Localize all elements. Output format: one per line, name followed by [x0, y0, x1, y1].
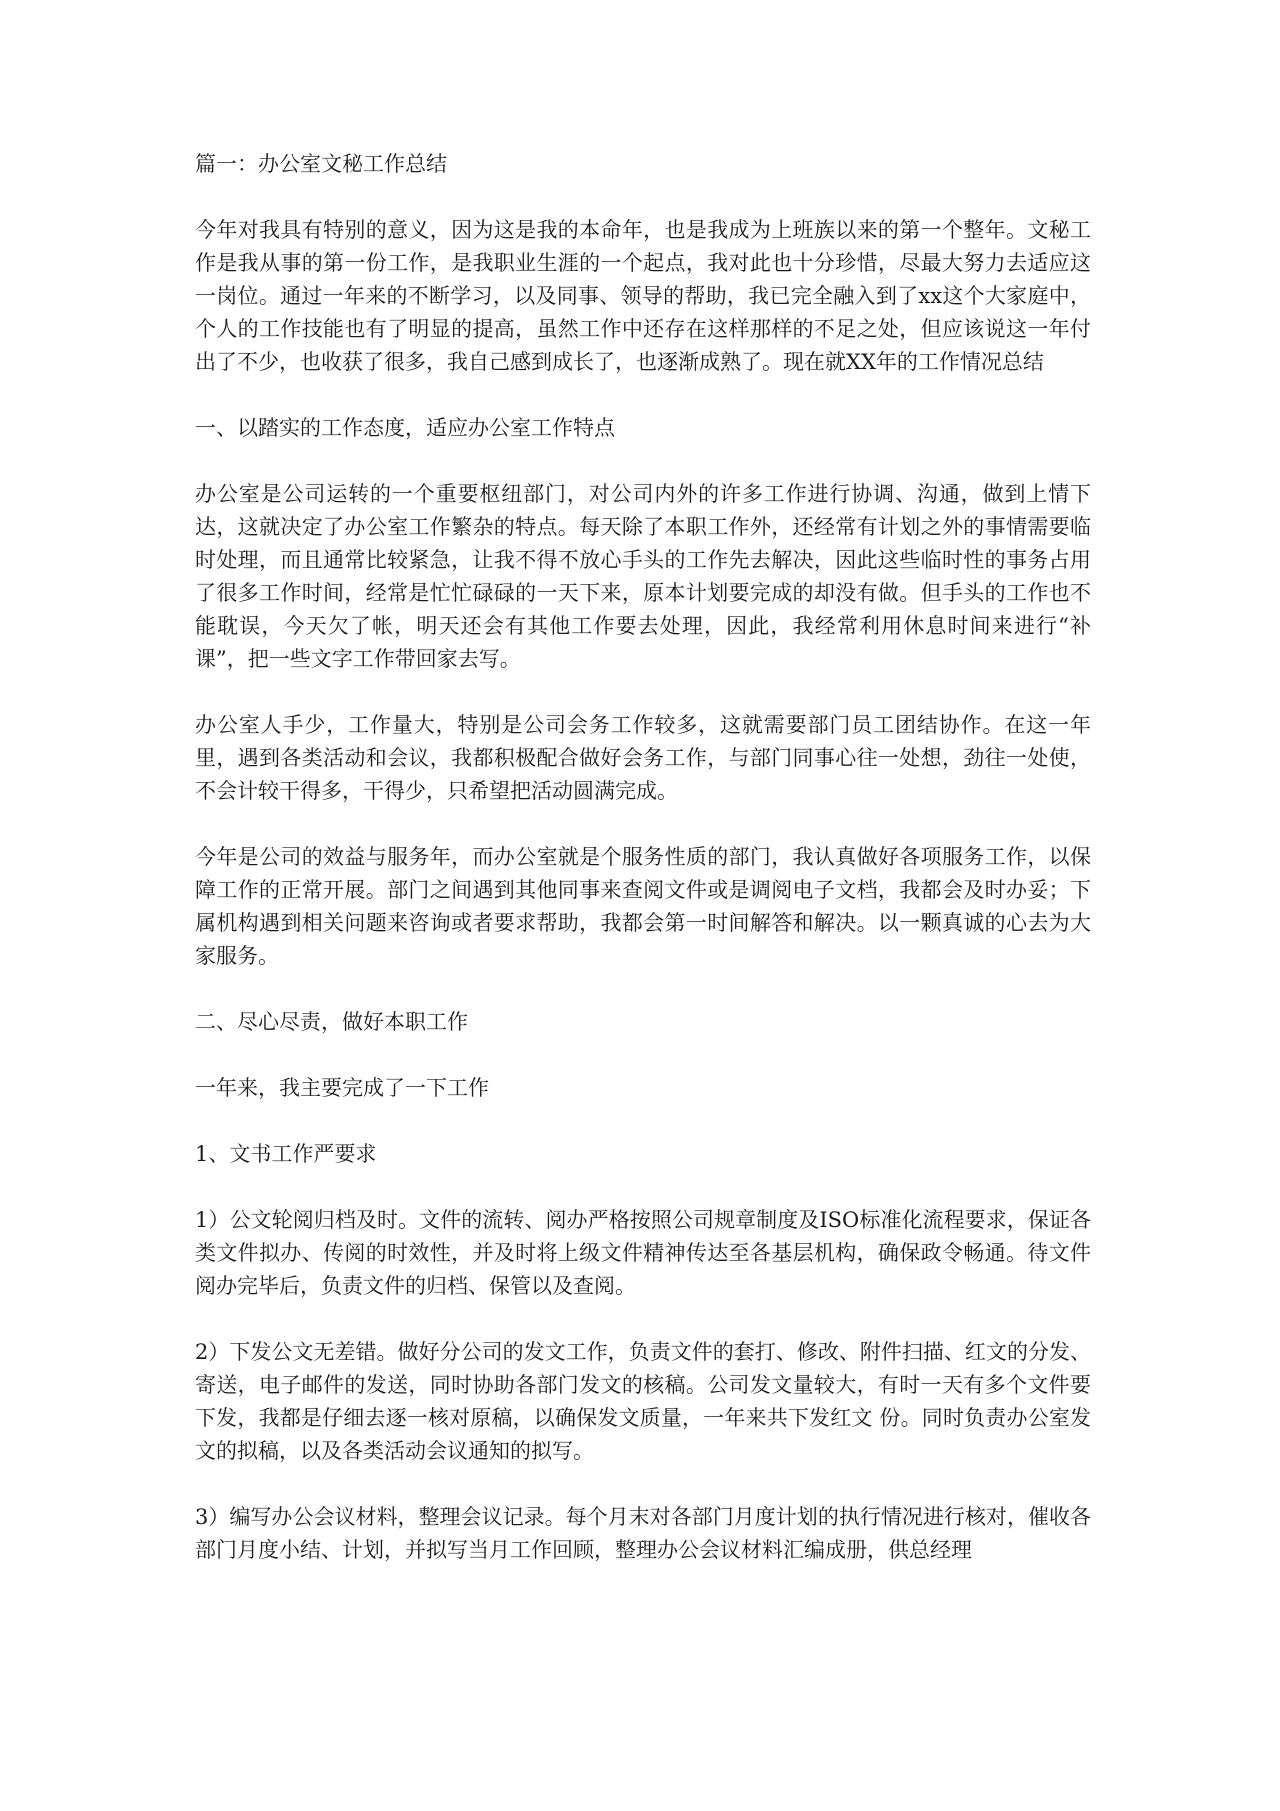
- item-1-paragraph-3: 3）编写办公会议材料，整理会议记录。每个月末对各部门月度计划的执行情况进行核对，催收各部门月度小结、计划，并拟写当月工作回顾，整理办公会议材料汇编成册，供总经理: [195, 1505, 1091, 1562]
- item-1-paragraph-1: 1）公文轮阅归档及时。文件的流转、阅办严格按照公司规章制度及ISO标准化流程要求，保证各类文件拟办、传阅的时效性，并及时将上级文件精神传达至各基层机构，确保政令畅通。待文件阅办完毕后，负责文件的归档、保管以及查阅。: [195, 1208, 1091, 1298]
- section-1-paragraph-3: 今年是公司的效益与服务年，而办公室就是个服务性质的部门，我认真做好各项服务工作，以保障工作的正常开展。部门之间遇到其他同事来查阅文件或是调阅电子文档，我都会及时办妥；下属机构遇到相关问题来咨询或者要求帮助，我都会第一时间解答和解决。以一颗真诚的心去为大家服务。: [195, 845, 1091, 968]
- section-1-paragraph-2: 办公室人手少，工作量大，特别是公司会务工作较多，这就需要部门员工团结协作。在这一年里，遇到各类活动和会议，我都积极配合做好会务工作，与部门同事心往一处想，劲往一处使，不会计较干得多，干得少，只希望把活动圆满完成。: [195, 713, 1091, 803]
- section-2-intro: 一年来，我主要完成了一下工作: [195, 1076, 489, 1100]
- section-1-heading: 一、以踏实的工作态度，适应办公室工作特点: [195, 416, 615, 440]
- item-1-heading: 1、文书工作严要求: [195, 1142, 377, 1166]
- section-1-paragraph-1: 办公室是公司运转的一个重要枢纽部门，对公司内外的许多工作进行协调、沟通，做到上情下达，这就决定了办公室工作繁杂的特点。每天除了本职工作外，还经常有计划之外的事情需要临时处理，而且通常比较紧急，让我不得不放心手头的工作先去解决，因此这些临时性的事务占用了很多工作时间，经常是忙忙碌碌的一天下来，原本计划要完成的却没有做。但手头的工作也不能耽误，今天欠了帐，明天还会有其他工作要去处理，因此，我经常利用休息时间来进行“补课”，把一些文字工作带回家去写。: [195, 482, 1091, 671]
- document-title: 篇一：办公室文秘工作总结: [195, 152, 447, 176]
- intro-paragraph: 今年对我具有特别的意义，因为这是我的本命年，也是我成为上班族以来的第一个整年。文秘工作是我从事的第一份工作，是我职业生涯的一个起点，我对此也十分珍惜，尽最大努力去适应这一岗位。通过一年来的不断学习，以及同事、领导的帮助，我已完全融入到了xx这个大家庭中，个人的工作技能也有了明显的提高，虽然工作中还存在这样那样的不足之处，但应该说这一年付出了不少，也收获了很多，我自己感到成长了，也逐渐成熟了。现在就XX年的工作情况总结: [195, 218, 1091, 374]
- section-2-heading: 二、尽心尽责，做好本职工作: [195, 1010, 468, 1034]
- item-1-paragraph-2: 2）下发公文无差错。做好分公司的发文工作，负责文件的套打、修改、附件扫描、红文的分发、寄送，电子邮件的发送，同时协助各部门发文的核稿。公司发文量较大，有时一天有多个文件要下发，我都是仔细去逐一核对原稿，以确保发文质量，一年来共下发红文 份。同时负责办公室发文的拟稿，以及各类活动会议通知的拟写。: [195, 1340, 1091, 1463]
- document-page: [195, 148, 1091, 1600]
